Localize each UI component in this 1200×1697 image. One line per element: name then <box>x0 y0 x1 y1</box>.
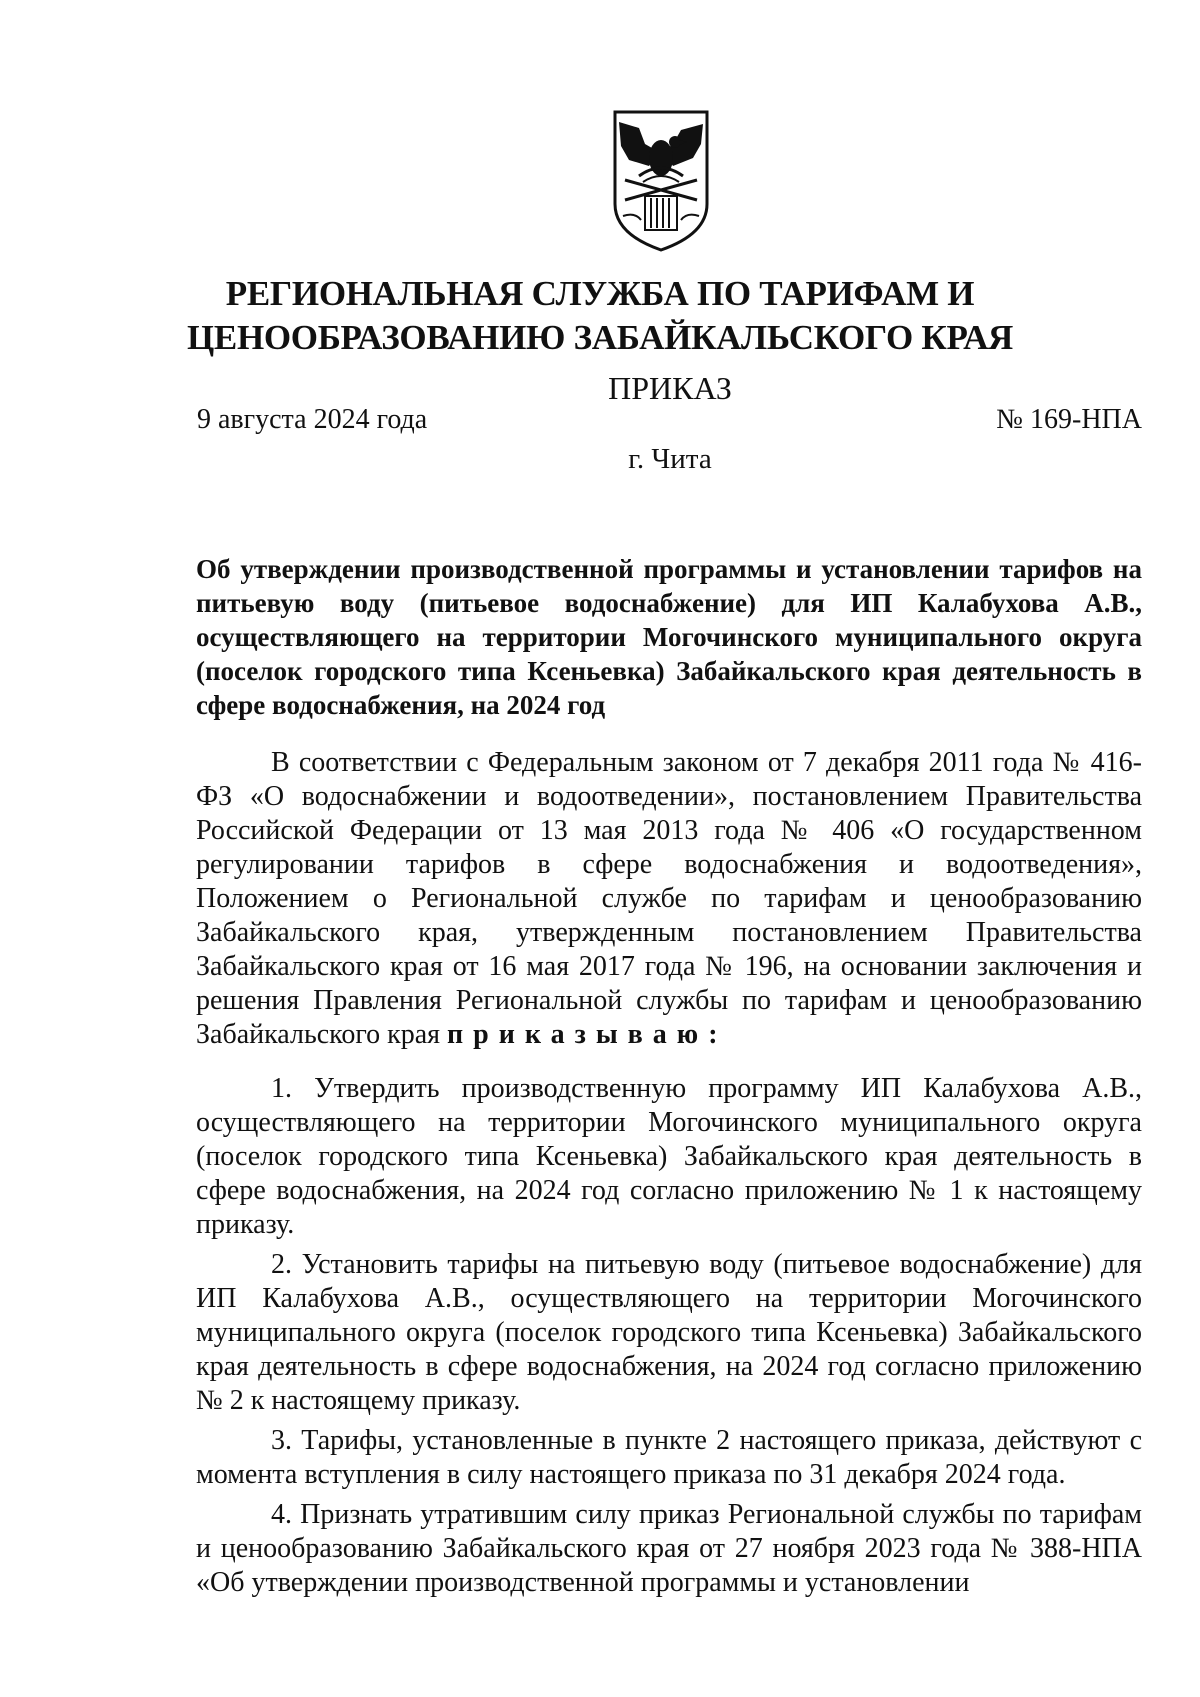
document-number: № 169-НПА <box>996 404 1142 435</box>
order-item-2: 2. Установить тарифы на питьевую воду (питьевое водоснабжение) для ИП Калабухова А.В., осуществляющего на территории Могочинского муниципального округа (поселок городского типа Ксеньевка) Забайкальского края деятельность в сфере водоснабжения, на 2024 год согласно приложению № 2 к настоящему приказу. <box>196 1249 1142 1416</box>
preamble-section <box>196 746 1142 1052</box>
preamble-text: В соответствии с Федеральным законом от 7 декабря 2011 года № 416-ФЗ «О водоснабжении и водоотведении», постановлением Правительства Российской Федерации от 13 мая 2013 года № 406 «О государственном регулировании тарифов в сфере водоснабжения и водоотведения», Положением о Региональной службе по тарифам и ценообразованию Забайкальского края, утвержденным постановлением Правительства Забайкальского края от 16 мая 2017 года № 196, на основании заключения и решения Правления Региональной службы по тарифам и ценообразованию Забайкальского края <box>196 747 1142 1050</box>
organization-title-line-2: ЦЕНООБРАЗОВАНИЮ ЗАБАЙКАЛЬСКОГО КРАЯ <box>186 318 1014 357</box>
document-date: 9 августа 2024 года <box>197 404 428 435</box>
document-subject: Об утверждении производственной программы и установлении тарифов на питьевую воду (питьевое водоснабжение) для ИП Калабухова А.В., осуществляющего на территории Могочинского муниципального округа (поселок городского типа Ксеньевка) Забайкальского края деятельность в сфере водоснабжения, на 2024 год <box>196 554 1142 720</box>
order-item-3: 3. Тарифы, установленные в пункте 2 настоящего приказа, действуют с момента вступления в силу настоящего приказа по 31 декабря 2024 года. <box>196 1425 1142 1490</box>
document-type: ПРИКАЗ <box>608 370 732 406</box>
order-word: приказываю: <box>447 1019 728 1050</box>
order-items <box>196 1072 1142 1600</box>
organization-title <box>0 272 1200 360</box>
preamble-paragraph <box>196 746 1142 1052</box>
order-item-1: 1. Утвердить производственную программу ИП Калабухова А.В., осуществляющего на территории Могочинского муниципального округа (поселок городского типа Ксеньевка) Забайкальского края деятельность в сфере водоснабжения, на 2024 год согласно приложению № 1 к настоящему приказу. <box>196 1073 1142 1240</box>
document-city: г. Чита <box>628 443 712 475</box>
coat-of-arms-icon <box>609 108 713 254</box>
order-item-4: 4. Признать утратившим силу приказ Региональной службы по тарифам и ценообразованию Забайкальского края от 27 ноября 2023 года № 388-НПА «Об утверждении производственной программы и установлении <box>196 1499 1142 1598</box>
organization-title-line-1: РЕГИОНАЛЬНАЯ СЛУЖБА ПО ТАРИФАМ И <box>225 274 975 313</box>
